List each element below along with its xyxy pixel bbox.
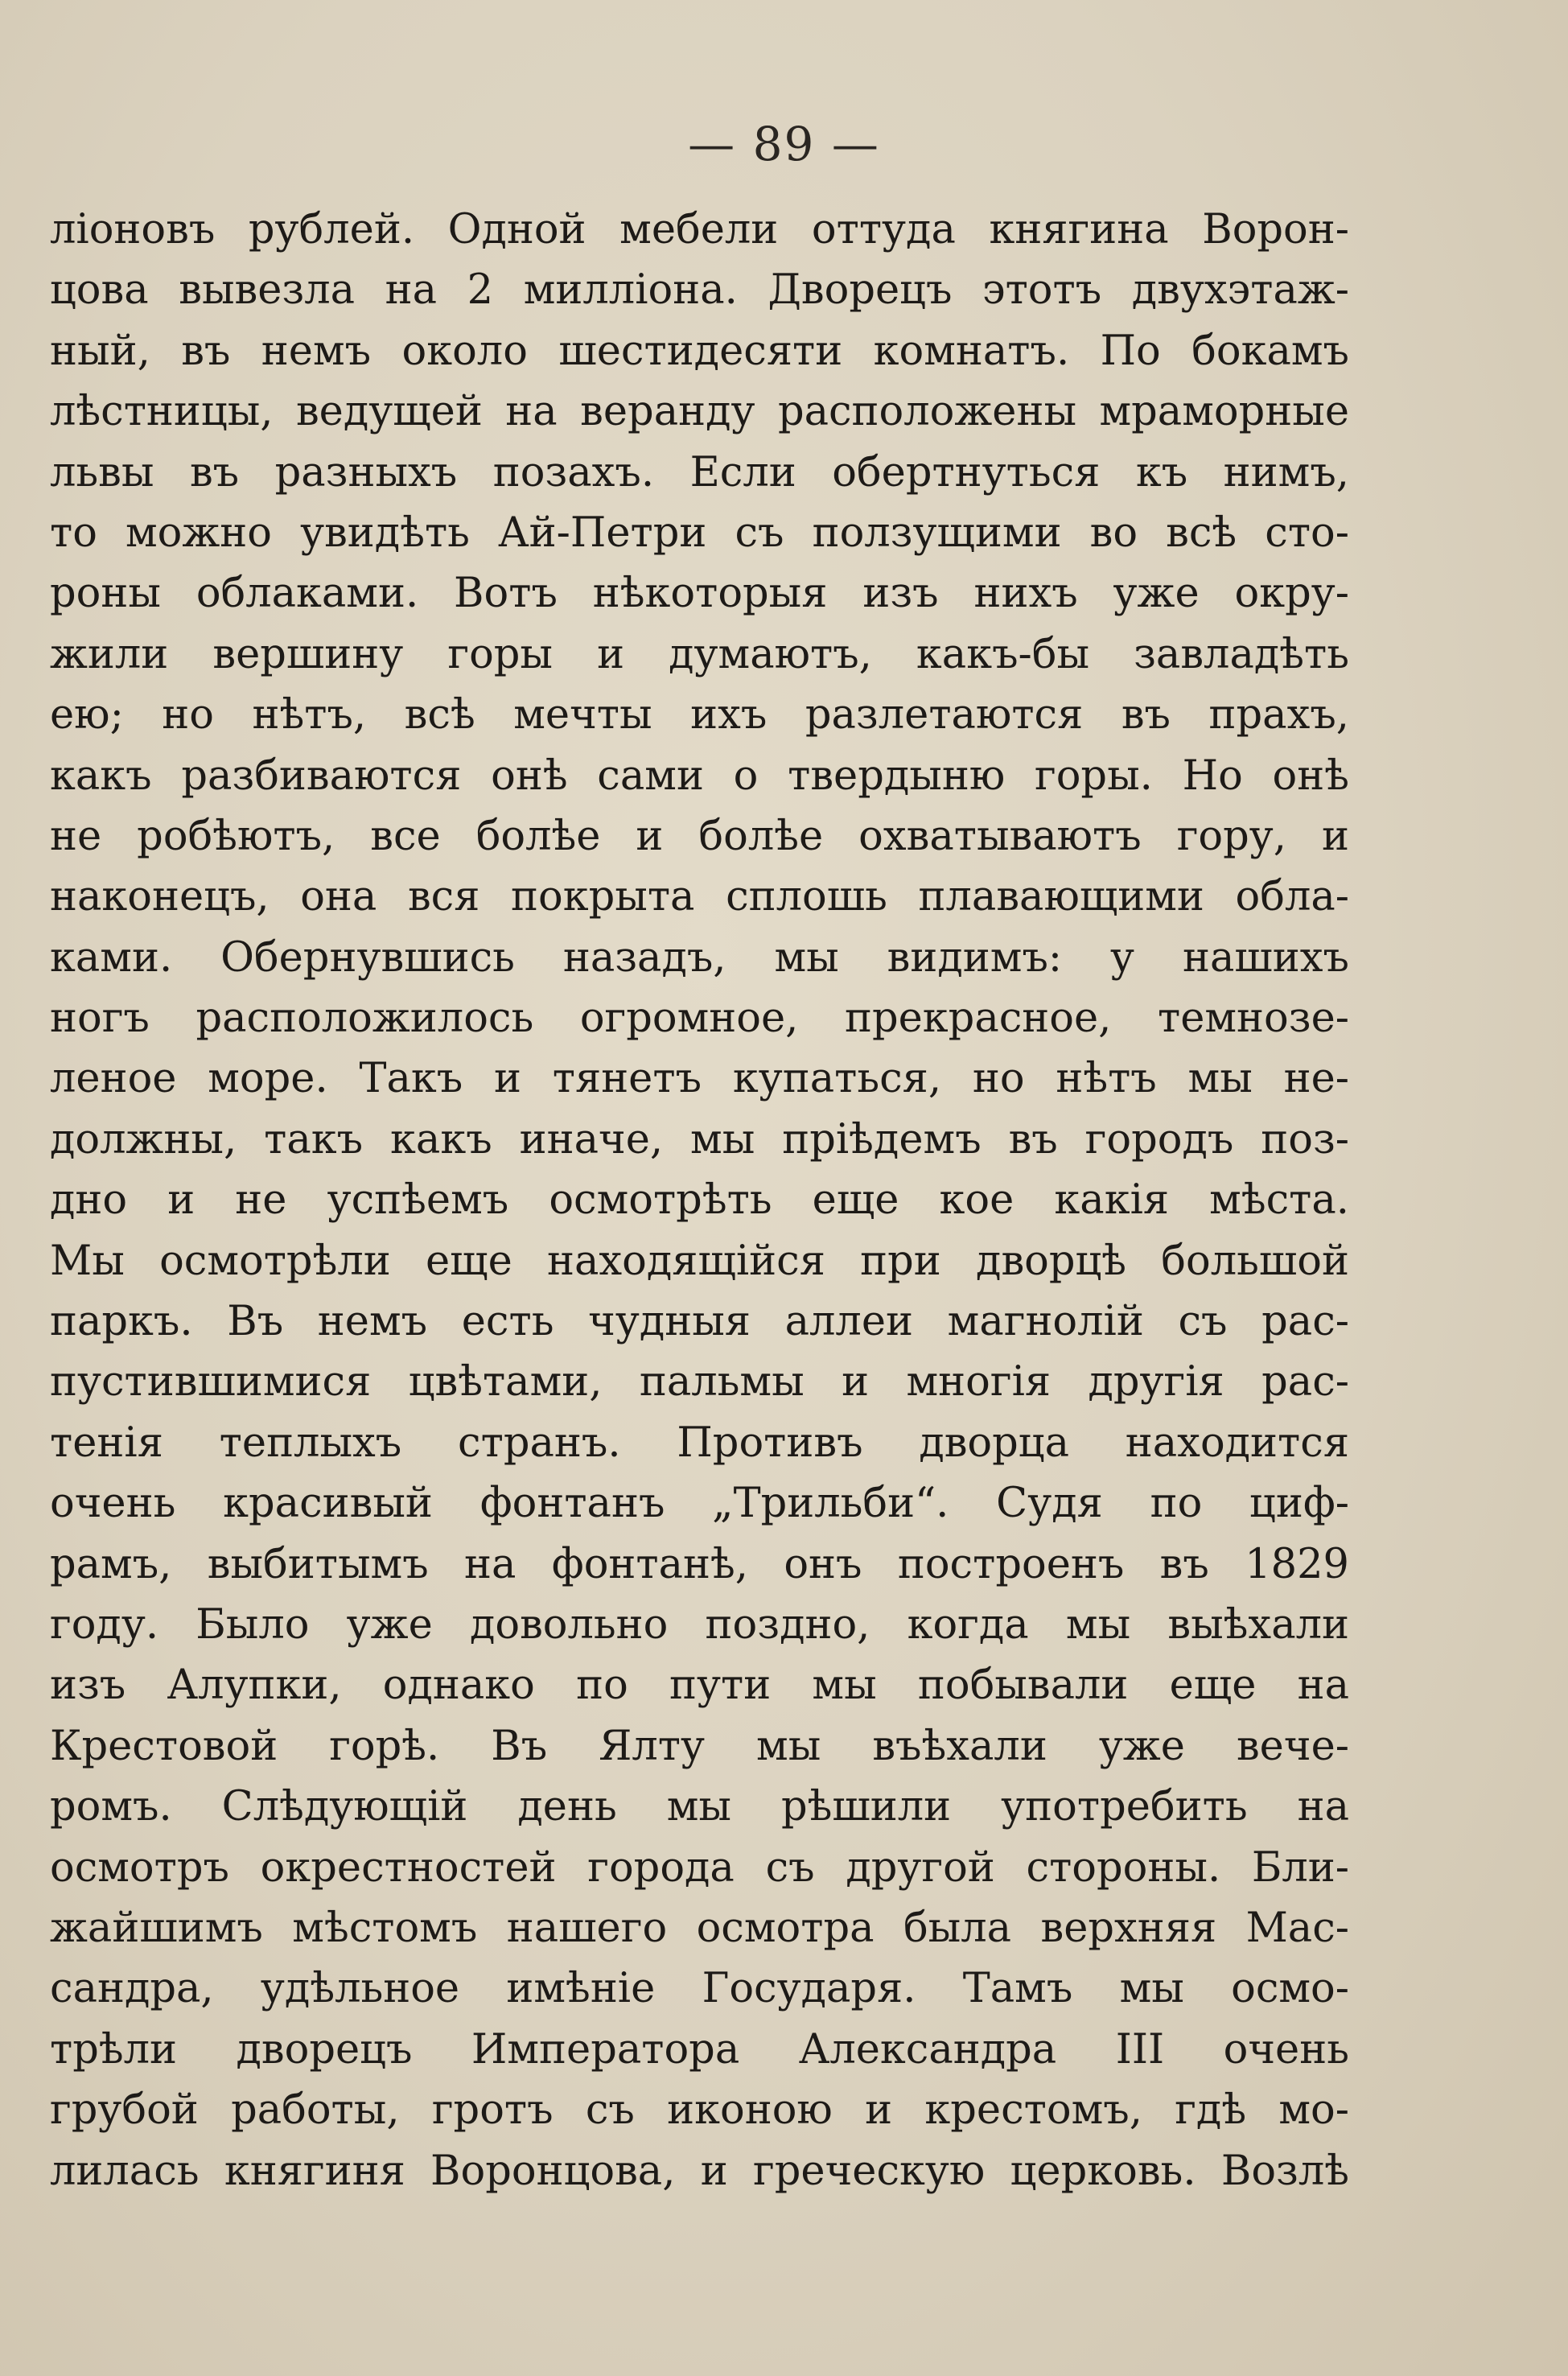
text-line: Мы осмотрѣли еще находящійся при дворцѣ большой bbox=[50, 1237, 1349, 1285]
text-line: не робѣютъ, все болѣе и болѣе охватываютъ гору, и bbox=[50, 812, 1349, 860]
text-line: ногъ расположилось огромное, прекрасное, темнозе- bbox=[50, 994, 1349, 1043]
text-line: пустившимися цвѣтами, пальмы и многія другія рас- bbox=[50, 1358, 1349, 1406]
text-line: ею; но нѣтъ, всѣ мечты ихъ разлетаются въ прахъ, bbox=[50, 691, 1349, 739]
text-line: дно и не успѣемъ осмотрѣть еще кое какія мѣста. bbox=[50, 1176, 1349, 1225]
text-line: очень красивый фонтанъ „Трильби“. Судя по циф- bbox=[50, 1480, 1349, 1528]
text-line: должны, такъ какъ иначе, мы пріѣдемъ въ городъ поз- bbox=[50, 1115, 1349, 1163]
text-line: паркъ. Въ немъ есть чудныя аллеи магнолій съ рас- bbox=[50, 1298, 1349, 1346]
text-line: изъ Алупки, однако по пути мы побывали еще на bbox=[50, 1662, 1349, 1710]
text-line: Крестовой горѣ. Въ Ялту мы въѣхали уже вече- bbox=[50, 1722, 1349, 1770]
text-line: роны облаками. Вотъ нѣкоторыя изъ нихъ уже окру- bbox=[50, 570, 1349, 618]
body-text bbox=[50, 200, 1349, 2201]
text-line: какъ разбиваются онѣ сами о твердыню горы. Но онѣ bbox=[50, 752, 1349, 800]
text-line: леное море. Такъ и тянетъ купаться, но нѣтъ мы не- bbox=[50, 1055, 1349, 1103]
text-line: жили вершину горы и думаютъ, какъ-бы завладѣть bbox=[50, 630, 1349, 678]
text-line: году. Было уже довольно поздно, когда мы выѣхали bbox=[50, 1600, 1349, 1649]
text-line: грубой работы, гротъ съ иконою и крестомъ, гдѣ мо- bbox=[50, 2086, 1349, 2135]
text-line: ный, въ немъ около шестидесяти комнатъ. По бокамъ bbox=[50, 327, 1349, 375]
text-line: то можно увидѣть Ай-Петри съ ползущими во всѣ сто- bbox=[50, 509, 1349, 557]
text-line: ками. Обернувшись назадъ, мы видимъ: у нашихъ bbox=[50, 933, 1349, 982]
text-line: рамъ, выбитымъ на фонтанѣ, онъ построенъ въ 1829 bbox=[50, 1540, 1349, 1588]
text-line: лѣстницы, ведущей на веранду расположены мраморные bbox=[50, 388, 1349, 436]
text-line: трѣли дворецъ Императора Александра III очень bbox=[50, 2025, 1349, 2073]
text-line: цова вывезла на 2 милліона. Дворецъ этотъ двухэтаж- bbox=[50, 266, 1349, 315]
text-line: ліоновъ рублей. Одной мебели оттуда княгина Ворон- bbox=[50, 206, 1349, 253]
text-line: тенія теплыхъ странъ. Противъ дворца находится bbox=[50, 1419, 1349, 1467]
text-line: ромъ. Слѣдующій день мы рѣшили употребить на bbox=[50, 1783, 1349, 1831]
text-line: жайшимъ мѣстомъ нашего осмотра была верхняя Мас- bbox=[50, 1904, 1349, 1952]
text-line: осмотръ окрестностей города съ другой стороны. Бли- bbox=[50, 1843, 1349, 1892]
page-number: — 89 — bbox=[688, 117, 880, 171]
text-line: лилась княгиня Воронцова, и греческую церковь. Возлѣ bbox=[50, 2147, 1349, 2195]
text-line: наконецъ, она вся покрыта сплошь плавающими обла- bbox=[50, 873, 1349, 921]
text-line: львы въ разныхъ позахъ. Если обертнуться къ нимъ, bbox=[50, 448, 1349, 496]
text-line: сандра, удѣльное имѣніе Государя. Тамъ мы осмо- bbox=[50, 1965, 1349, 2013]
